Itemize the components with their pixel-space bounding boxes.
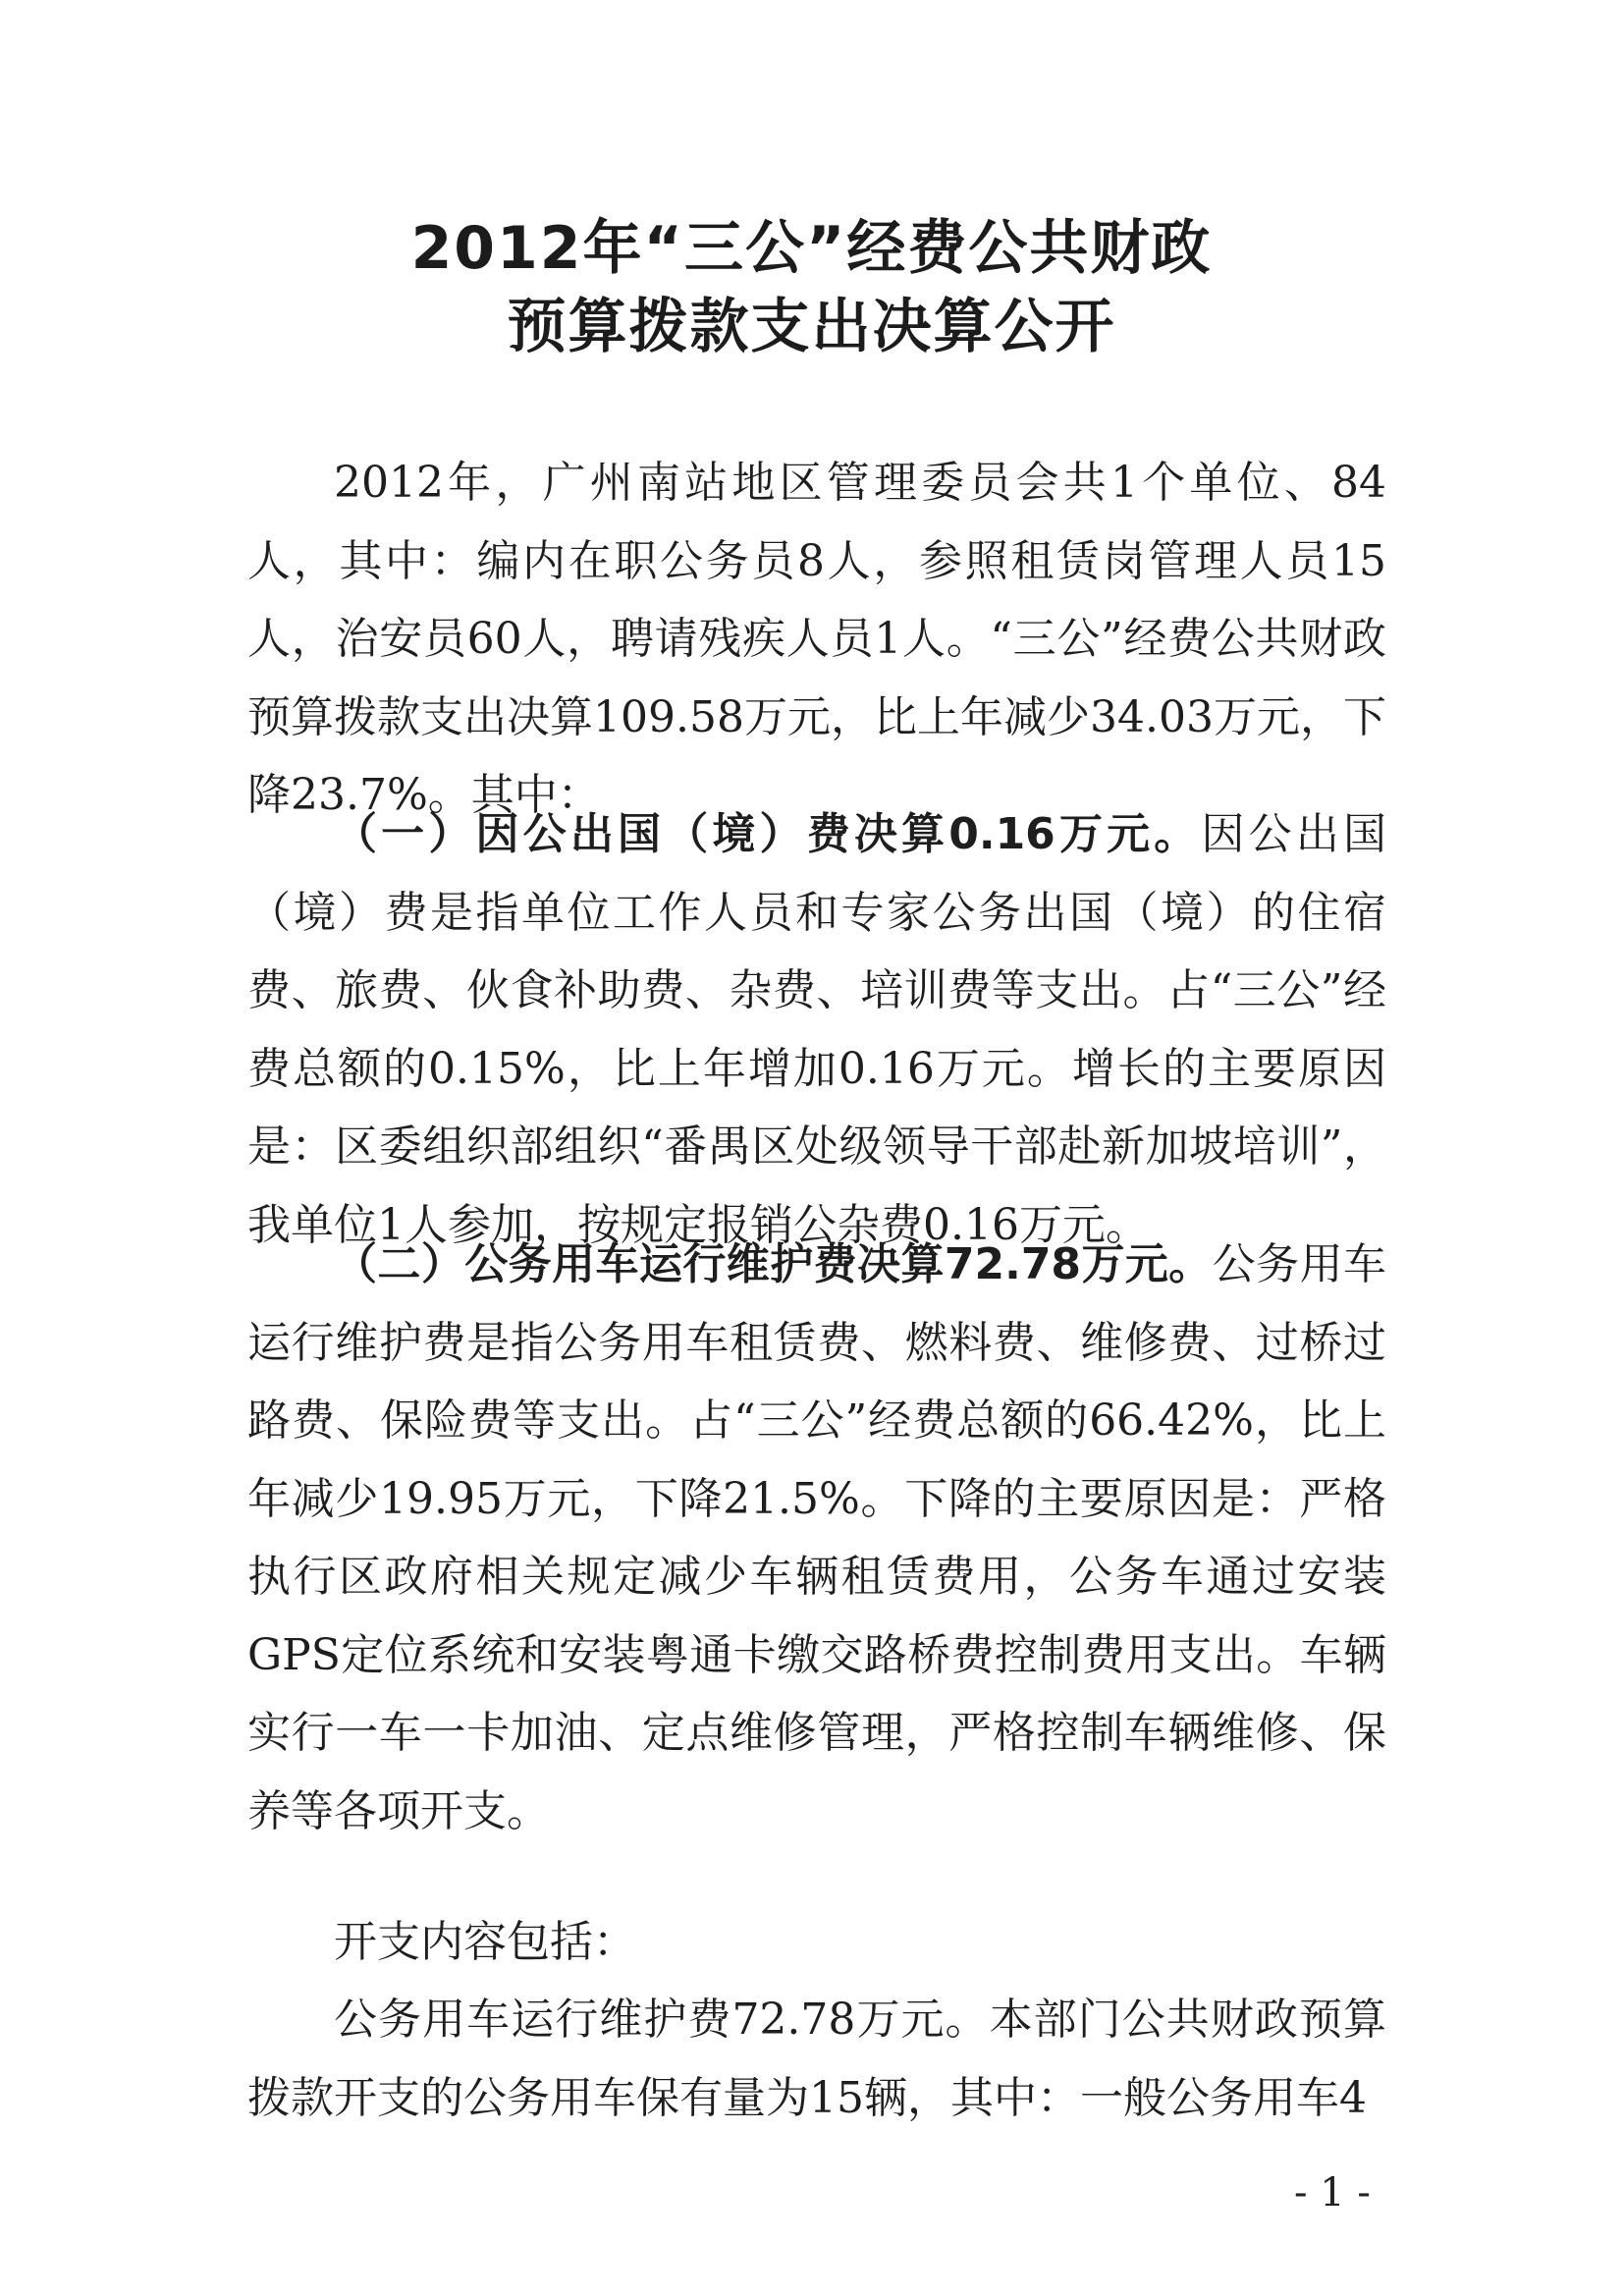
paragraph-lead: （一）因公出国（境）费决算0.16万元。 [334,809,1202,859]
page-number: - 1 - [1294,2170,1371,2215]
document-title-line-1: 2012年“三公”经费公共财政 [410,214,1213,283]
paragraph-intro [247,444,1386,835]
paragraph-expense-heading [247,1903,1386,1982]
paragraph-lead: （二）公务用车运行维护费决算72.78万元。 [334,1239,1213,1289]
paragraph-text: 公务用车运行维护费72.78万元。本部门公共财政预算拨款开支的公务用车保有量为15辆，其中：一般公务用车4 [247,1995,1386,2123]
paragraph-text: 2012年，广州南站地区管理委员会共1个单位、84人，其中：编内在职公务员8人，参照租赁岗管理人员15人，治安员60人，聘请残疾人员1人。“三公”经费公共财政预算拨款支出决算109.58万元，比上年减少34.03万元，下降23.7%。其中： [247,458,1386,820]
paragraph-vehicle-maintenance [247,1226,1386,1850]
paragraph-text: 开支内容包括： [334,1917,636,1967]
paragraph-text: 因公出国（境）费是指单位工作人员和专家公务出国（境）的住宿费、旅费、伙食补助费、杂费、培训费等支出。占“三公”经费总额的0.15%，比上年增加0.16万元。增长的主要原因是：区委组织部组织“番禺区处级领导干部赴新加坡培训”，我单位1人参加，按规定报销公杂费0.16万元。 [247,809,1386,1250]
paragraph-vehicle-count [247,1981,1386,2137]
paragraph-overseas-travel [247,795,1386,1264]
paragraph-text: 公务用车运行维护费是指公务用车租赁费、燃料费、维修费、过桥过路费、保险费等支出。占“三公”经费总额的66.42%，比上年减少19.95万元，下降21.5%。下降的主要原因是：严格执行区政府相关规定减少车辆租赁费用，公务车通过安装GPS定位系统和安装粤通卡缴交路桥费控制费用支出。车辆实行一车一卡加油、定点维修管理，严格控制车辆维修、保养等各项开支。 [247,1239,1386,1836]
document-title-line-2: 预算拨款支出决算公开 [507,293,1116,361]
